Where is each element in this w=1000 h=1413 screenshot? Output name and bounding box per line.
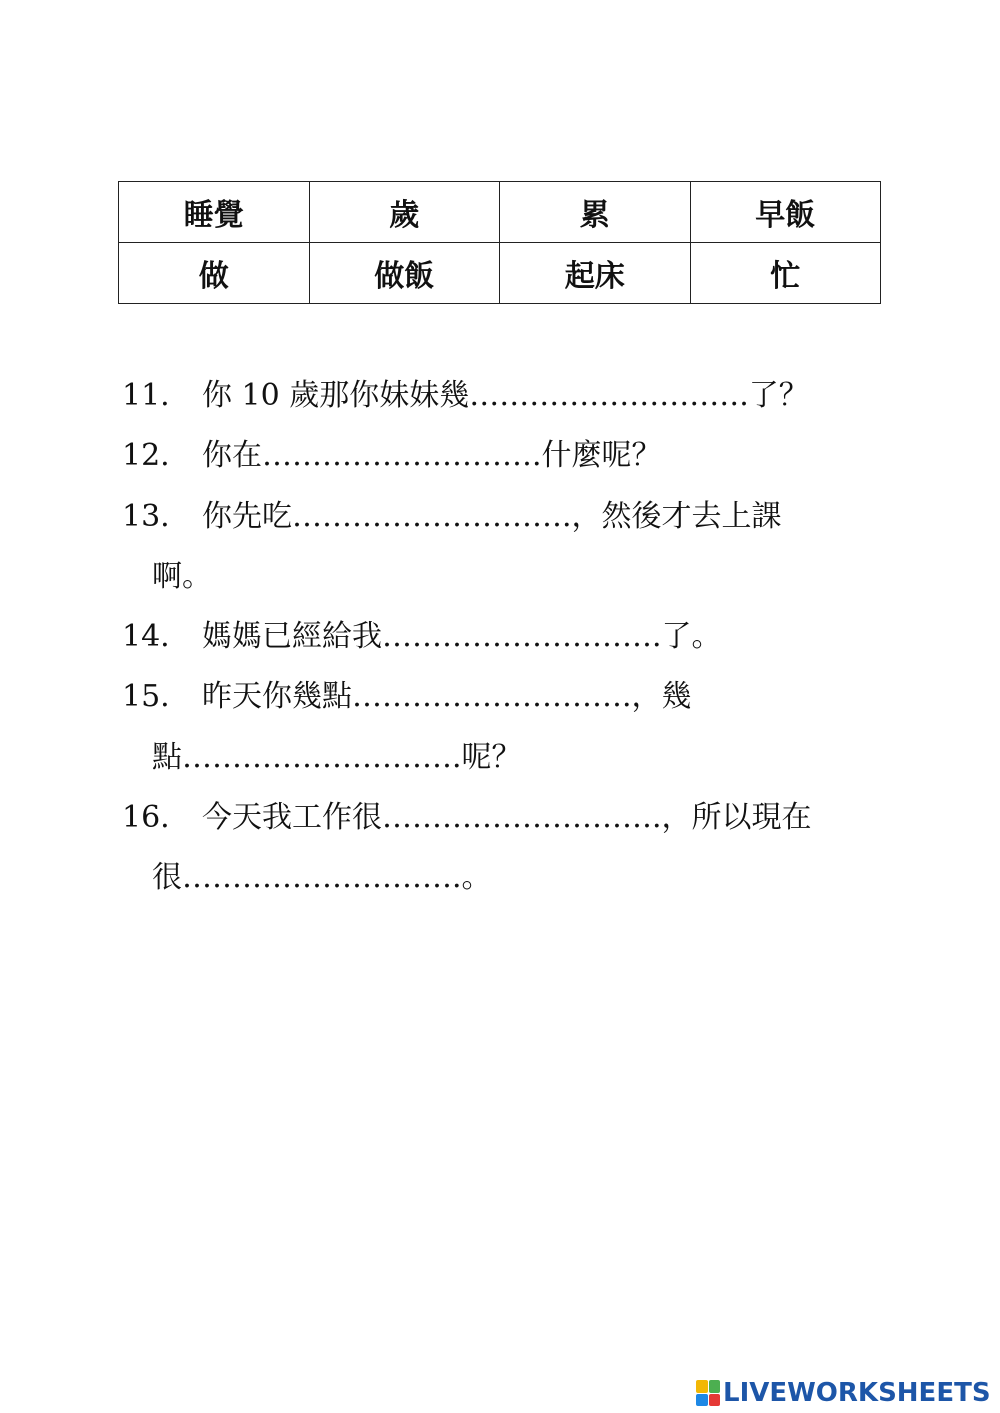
word-bank-cell: 累	[500, 182, 691, 243]
question-number: 13.	[122, 499, 170, 534]
question-13	[122, 497, 782, 537]
liveworksheets-logo	[696, 1378, 991, 1408]
question-11	[122, 376, 809, 416]
question-number: 16.	[122, 800, 170, 835]
question-text: 很……………………….。	[152, 860, 492, 895]
question-15-continuation	[152, 738, 522, 778]
question-13-continuation	[152, 557, 212, 597]
word-bank-cell: 忙	[690, 243, 881, 304]
question-16-continuation	[152, 858, 492, 898]
word-bank-cell: 早飯	[690, 182, 881, 243]
question-14	[122, 617, 722, 657]
question-15	[122, 677, 692, 717]
question-number: 12.	[122, 438, 170, 473]
question-text: 你在……………………….什麼呢？	[202, 438, 662, 473]
word-bank-cell: 做飯	[309, 243, 500, 304]
word-bank-cell: 歲	[309, 182, 500, 243]
question-text: 你先吃……………………….，然後才去上課	[202, 499, 782, 534]
logo-mark-square	[709, 1394, 721, 1407]
question-text: 你 10 歲那你妹妹幾……………………….了？	[202, 378, 809, 413]
question-text: 昨天你幾點……………………….，幾	[202, 679, 692, 714]
logo-text: LIVEWORKSHEETS	[723, 1378, 991, 1408]
question-text: 點……………………….呢？	[152, 740, 522, 775]
word-bank-cell: 做	[119, 243, 310, 304]
question-text: 媽媽已經給我……………………….了。	[202, 619, 722, 654]
question-16	[122, 798, 812, 838]
logo-mark-square	[709, 1380, 721, 1393]
question-text: 啊。	[152, 559, 212, 594]
question-text: 今天我工作很……………………….，所以現在	[202, 800, 812, 835]
question-number: 14.	[122, 619, 170, 654]
logo-mark-square	[696, 1394, 708, 1407]
liveworksheets-logo-icon	[696, 1380, 720, 1406]
question-number: 11.	[122, 378, 170, 413]
question-number: 15.	[122, 679, 170, 714]
word-bank-cell: 睡覺	[119, 182, 310, 243]
logo-mark-square	[696, 1380, 708, 1393]
word-bank-cell: 起床	[500, 243, 691, 304]
question-12	[122, 436, 662, 476]
